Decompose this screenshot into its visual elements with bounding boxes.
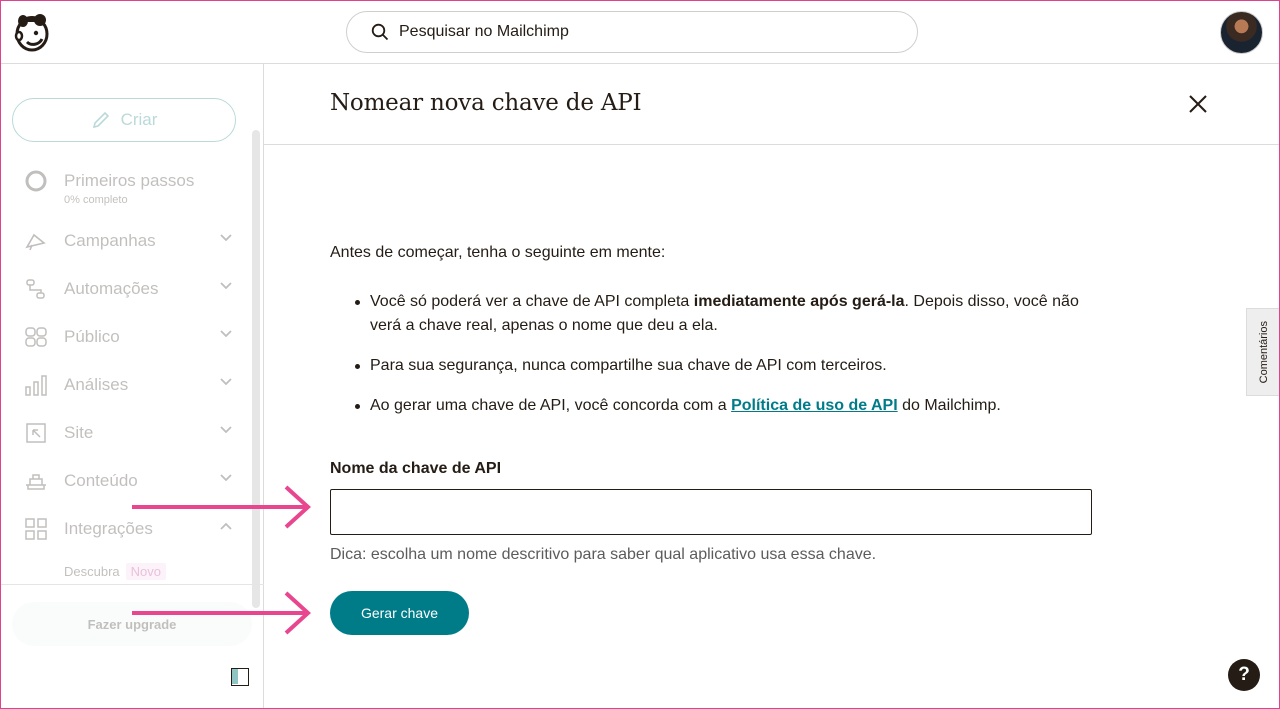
- bullet-text: Ao gerar uma chave de API, você concorda com a: [370, 397, 732, 414]
- annotation-arrow-icon: [130, 484, 312, 530]
- generate-key-button[interactable]: Gerar chave: [330, 591, 469, 635]
- mailchimp-logo-icon[interactable]: [13, 12, 51, 52]
- sidebar-item-campaigns[interactable]: [24, 226, 234, 256]
- create-button[interactable]: [12, 98, 236, 142]
- api-key-name-label: Nome da chave de API: [330, 460, 502, 477]
- create-label: Criar: [120, 110, 158, 129]
- feedback-tab[interactable]: [1246, 308, 1280, 396]
- sidebar-scrollbar[interactable]: [252, 130, 260, 608]
- chart-icon: [24, 373, 48, 397]
- sidebar-item-first-steps[interactable]: [24, 166, 234, 196]
- intro-text: Antes de começar, tenha o seguinte em mente:: [330, 244, 666, 261]
- chevron-down-icon: [220, 378, 232, 386]
- list-item: [330, 394, 1090, 418]
- upgrade-button[interactable]: Fazer upgrade: [12, 602, 252, 646]
- automation-icon: [24, 277, 48, 301]
- sidebar-item-label: Campanhas: [64, 231, 156, 250]
- new-badge: Novo: [126, 563, 166, 580]
- discover-label: Descubra: [64, 564, 120, 579]
- sidebar-divider: [0, 584, 264, 585]
- guidelines-list: [330, 290, 1090, 434]
- list-item: [330, 354, 1090, 378]
- chevron-down-icon: [220, 234, 232, 242]
- chevron-down-icon: [220, 426, 232, 434]
- sidebar-item-label: Automações: [64, 279, 159, 298]
- search-placeholder: Pesquisar no Mailchimp: [399, 23, 569, 40]
- api-key-name-input[interactable]: [330, 489, 1092, 535]
- page-title: Nomear nova chave de API: [330, 90, 642, 116]
- pencil-icon: [91, 110, 111, 130]
- sidebar-item-analytics[interactable]: [24, 370, 234, 400]
- megaphone-icon: [24, 229, 48, 253]
- header-divider: [264, 144, 1280, 145]
- bullet-text: Para sua segurança, nunca compartilhe sua chave de API com terceiros.: [370, 357, 887, 374]
- sidebar-item-label: Análises: [64, 375, 129, 394]
- user-avatar[interactable]: [1220, 11, 1263, 54]
- audience-icon: [24, 325, 48, 349]
- website-icon: [24, 421, 48, 445]
- collapse-sidebar-icon[interactable]: [231, 668, 249, 686]
- sidebar-item-label: Primeiros passos: [64, 171, 195, 190]
- chevron-down-icon: [220, 474, 232, 482]
- search-bar[interactable]: [346, 11, 918, 53]
- chevron-down-icon: [220, 282, 232, 290]
- bullet-text: do Mailchimp.: [897, 397, 1001, 414]
- chevron-down-icon: [220, 330, 232, 338]
- sidebar-item-audience[interactable]: [24, 322, 234, 352]
- first-steps-progress: 0% completo: [64, 194, 128, 206]
- sidebar-item-website[interactable]: [24, 418, 234, 448]
- bullet-emphasis: imediatamente após gerá-la: [693, 293, 905, 310]
- list-item: [330, 290, 1090, 338]
- sidebar-item-discover[interactable]: [64, 563, 166, 580]
- sidebar-item-label: Conteúdo: [64, 471, 138, 490]
- top-bar: [0, 0, 1280, 64]
- integrations-icon: [24, 517, 48, 541]
- bullet-text: . Depois disso, você não verá a chave real, apenas o nome que deu a ela.: [370, 293, 1079, 334]
- sidebar-item-label: Site: [64, 423, 94, 442]
- progress-ring-icon: [24, 169, 48, 193]
- annotation-arrow-icon: [130, 590, 312, 636]
- api-policy-link[interactable]: Política de uso de API: [731, 397, 898, 414]
- content-icon: [24, 469, 48, 493]
- sidebar-item-label: Integrações: [64, 519, 153, 538]
- sidebar-item-label: Público: [64, 327, 120, 346]
- bullet-text: Você só poderá ver a chave de API completa: [370, 293, 694, 310]
- search-icon: [371, 23, 389, 41]
- close-icon[interactable]: [1187, 93, 1209, 115]
- feedback-label: Comentários: [1257, 320, 1270, 384]
- sidebar-item-automations[interactable]: [24, 274, 234, 304]
- api-key-name-hint: Dica: escolha um nome descritivo para saber qual aplicativo usa essa chave.: [330, 546, 877, 563]
- help-button[interactable]: ?: [1228, 659, 1260, 691]
